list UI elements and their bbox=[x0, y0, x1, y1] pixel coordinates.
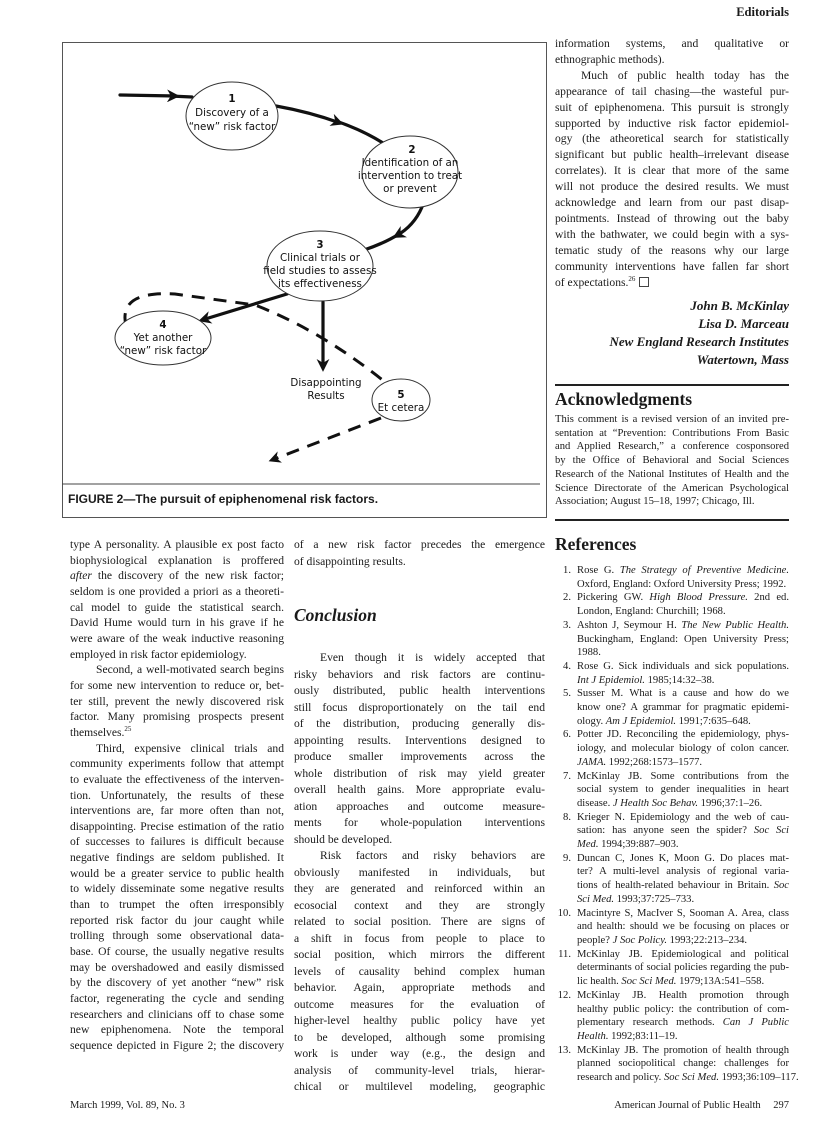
text-line: Science Directorate of the American Psychological bbox=[555, 482, 789, 494]
text-line: risky behaviors and risk factors are continu- bbox=[294, 667, 545, 681]
text-line bbox=[70, 725, 284, 741]
text-run: tions of health-related behaviour in Britain. bbox=[577, 880, 774, 892]
arrow-1-to-2 bbox=[276, 106, 340, 123]
node-1-label: “new” risk factor bbox=[188, 121, 276, 133]
text-line: chical or multilevel modeling, geographic bbox=[294, 1080, 545, 1093]
text-line: supported by inductive risk factor epidemiol- bbox=[555, 116, 789, 130]
text-run: ology. bbox=[577, 715, 606, 727]
italic-text: High Blood Pressure. bbox=[649, 592, 748, 604]
reference-number: 3. bbox=[563, 619, 571, 631]
reference-item bbox=[555, 591, 789, 618]
text-run: the discovery of the new risk factor; bbox=[91, 569, 284, 583]
text-line: information systems, and qualitative or bbox=[555, 37, 789, 50]
dashed-continuation-arrow bbox=[272, 418, 381, 460]
reference-item bbox=[555, 852, 789, 907]
text-line: higher-level healthy public policy have yet bbox=[294, 1014, 545, 1027]
text-line: suit of epiphenomena. This pursuit is strongly bbox=[555, 100, 789, 114]
text-line: community interventions have fallen far short bbox=[555, 259, 789, 273]
author-affiliation: New England Research Institutes bbox=[609, 334, 789, 349]
reference-number: 8. bbox=[563, 811, 571, 823]
text-line: pointments. Instead of throwing out the baby bbox=[555, 211, 789, 225]
text-line: of disappointing results. bbox=[294, 554, 406, 568]
text-line: of the distribution, producing generally dis- bbox=[294, 717, 545, 730]
text-line: factor, regenerating the cycle and sending bbox=[70, 992, 284, 1006]
node-2-number: 2 bbox=[408, 144, 416, 156]
italic-text: Health. bbox=[577, 1030, 609, 1042]
text-line: ecosocial context and they are strongly bbox=[294, 898, 545, 912]
text-run: 1996;37:1–26. bbox=[698, 797, 763, 809]
reference-item bbox=[555, 948, 789, 989]
text-line: trolling through some observational data- bbox=[70, 929, 284, 943]
text-line: seldom is one provided a priori as a theoreti- bbox=[70, 584, 284, 598]
node-4-number: 4 bbox=[159, 319, 167, 331]
reference-item bbox=[555, 660, 789, 687]
text-run: 1992;83:11–19. bbox=[608, 1030, 678, 1042]
text-line: than to trumpet the often irresponsibly bbox=[70, 898, 284, 912]
text-line: David Hume would turn in his grave if he bbox=[70, 616, 284, 630]
text-line: 1988. bbox=[577, 647, 601, 659]
text-line bbox=[577, 893, 789, 907]
text-line: Oxford, England: Oxford University Press; 1992. bbox=[577, 578, 787, 590]
text-line: factor. Many promising prospects present bbox=[70, 710, 284, 724]
text-line: base. Of course, the usually negative results bbox=[70, 945, 284, 959]
reference-item bbox=[555, 907, 789, 948]
node-1-label: Discovery of a bbox=[195, 107, 269, 119]
text-line: appearance of tail chasing—the wasteful pur- bbox=[555, 84, 789, 98]
middle-column-intro bbox=[294, 537, 545, 570]
divider bbox=[555, 384, 789, 386]
text-line: Association; August 15–18, 1997; Chicago, Ill. bbox=[555, 496, 755, 508]
text-line: for some new intervention to reduce or, bet- bbox=[70, 678, 284, 692]
text-line: disappointing. Precise estimation of the ratio bbox=[70, 819, 284, 833]
text-line: will not produce the desired results. We must bbox=[555, 180, 789, 194]
reference-item bbox=[555, 619, 789, 660]
text-line bbox=[577, 591, 789, 605]
reference-number: 2. bbox=[563, 592, 571, 604]
text-line: should be developed. bbox=[294, 832, 393, 846]
references-heading: References bbox=[555, 534, 637, 554]
text-line: researchers and clinicians off to chase some bbox=[70, 1007, 284, 1021]
outcome-label: Disappointing bbox=[290, 377, 362, 389]
text-line: and Applied Research,” a conference cosponsored bbox=[555, 441, 789, 453]
node-2-label: or prevent bbox=[383, 183, 437, 195]
node-4-label: Yet another bbox=[133, 332, 193, 344]
text-line bbox=[555, 275, 789, 291]
text-line: Macintyre S, MacIver S, Sooman A. Area, class bbox=[577, 907, 789, 919]
text-line: tion. Unfortunately, the results of these bbox=[70, 788, 284, 802]
text-line bbox=[577, 1071, 799, 1085]
conclusion-heading: Conclusion bbox=[294, 605, 377, 625]
right-column bbox=[555, 36, 789, 291]
text-line: still focus disproportionately on the tail end bbox=[294, 700, 545, 714]
text-line: and health: should we be focusing on places or bbox=[577, 921, 789, 933]
italic-text: after bbox=[70, 569, 92, 583]
italic-text: The Strategy of Preventive Medicine. bbox=[619, 565, 789, 576]
text-line: were aware of the weak inductive reasoning bbox=[70, 631, 284, 645]
text-line: social position, which mirrors the different bbox=[294, 948, 545, 961]
text-line: by the Office of Behavioral and Social Sciences bbox=[555, 455, 789, 467]
node-5-number: 5 bbox=[397, 389, 405, 401]
text-line: McKinlay JB. Epidemiological and political bbox=[577, 948, 789, 960]
references-list bbox=[555, 564, 799, 1085]
text-line: cal model to guide the statistical search. bbox=[70, 600, 284, 614]
entry-arrow-tail bbox=[170, 96, 192, 97]
text-line: whole distribution of risk may yield greater bbox=[294, 766, 545, 780]
text-line: ments for whole-population interventions bbox=[294, 816, 545, 829]
text-run: Ashton J, Seymour H. bbox=[577, 619, 682, 631]
reference-number: 13. bbox=[557, 1044, 571, 1056]
text-line bbox=[577, 715, 789, 729]
italic-text: Sci Med. bbox=[577, 893, 615, 905]
text-line: McKinlay JB. The promotion of health through bbox=[577, 1044, 789, 1056]
italic-text: Int J Epidemiol. bbox=[577, 674, 645, 686]
text-line: ter? A multi-level analysis of regional varia- bbox=[577, 866, 789, 878]
node-3-label: field studies to assess bbox=[263, 265, 377, 277]
divider bbox=[555, 519, 789, 521]
reference-number: 11. bbox=[558, 948, 571, 960]
text-line: This comment is a revised version of an invited pre- bbox=[555, 414, 789, 425]
text-line bbox=[577, 756, 789, 770]
text-line bbox=[577, 975, 789, 989]
italic-text: J Soc Policy. bbox=[612, 934, 668, 946]
arrow-1-to-2-tail bbox=[336, 121, 386, 145]
text-line: ously distributed, public health interventions bbox=[294, 684, 545, 697]
text-line: levels of causality behind complex human bbox=[294, 964, 545, 978]
text-line: ethnographic methods). bbox=[555, 52, 665, 66]
text-line: by the discovery of yet another “new” risk bbox=[70, 976, 284, 990]
arrow-2-to-3 bbox=[396, 207, 422, 236]
text-line: Third, expensive clinical trials and bbox=[96, 741, 284, 755]
text-line: would be a greater service to public health bbox=[70, 866, 284, 880]
text-line: Rose G. Sick individuals and sick populations. bbox=[577, 660, 789, 672]
text-line: employed in risk factor epidemiology. bbox=[70, 647, 247, 661]
text-line bbox=[577, 879, 789, 893]
text-line: know one? A grammar for pragmatic epidemi- bbox=[577, 702, 789, 714]
text-line bbox=[577, 838, 789, 852]
text-line: Buckingham, England: Open University Press; bbox=[577, 633, 789, 645]
citation-superscript: 25 bbox=[124, 724, 132, 733]
text-line: they are generated and reinforced within an bbox=[294, 882, 545, 895]
text-run: 1993;36:109–117. bbox=[718, 1072, 799, 1084]
node-3-number: 3 bbox=[316, 239, 324, 251]
text-line: Krieger N. Epidemiology and the web of cau- bbox=[577, 811, 789, 823]
text-line: tematic study of the reasons why our large bbox=[555, 243, 789, 257]
reference-number: 7. bbox=[563, 770, 571, 782]
text-line: obviously manifested in individuals, but bbox=[294, 865, 545, 879]
text-line: Much of public health today has the bbox=[581, 68, 789, 82]
text-line: interventions are, far more often than not, bbox=[70, 804, 284, 818]
text-line: a shift in focus from people to place to bbox=[294, 931, 545, 945]
text-line: appointing results. Interventions designed to bbox=[294, 733, 545, 747]
text-line: Duncan C, Jones K, Moon G. Do places mat- bbox=[577, 852, 789, 864]
text-run: 1979;13A:541–558. bbox=[676, 976, 765, 988]
text-run: Rose G. bbox=[577, 565, 620, 576]
node-5-label: Et cetera bbox=[377, 402, 425, 414]
node-3-label: its effectiveness bbox=[278, 278, 362, 290]
arrow-2-to-3-tail bbox=[364, 234, 399, 250]
node-2-label: Identification of an bbox=[361, 157, 459, 169]
italic-text: Soc Sci bbox=[753, 825, 790, 837]
text-line: significant but public health–irrelevant disease bbox=[555, 148, 789, 162]
text-line bbox=[577, 824, 789, 838]
author-name: Lisa D. Marceau bbox=[698, 316, 789, 331]
text-line: Research of the National Institutes of Health and the bbox=[555, 468, 789, 480]
text-line: Risk factors and risky behaviors are bbox=[320, 849, 545, 862]
reference-number: 9. bbox=[563, 852, 571, 864]
reference-number: 6. bbox=[563, 729, 571, 741]
text-line: determinants of social policies regarding the pub- bbox=[577, 962, 789, 974]
text-line: London, England: Churchill; 1968. bbox=[577, 606, 726, 618]
text-line: negative findings are seldom published. It bbox=[70, 851, 284, 865]
italic-text: Soc bbox=[773, 880, 789, 892]
italic-text: The New Public Health. bbox=[681, 619, 789, 631]
reference-item bbox=[555, 728, 789, 769]
text-run: themselves. bbox=[70, 725, 125, 739]
acknowledgments-heading: Acknowledgments bbox=[555, 389, 693, 409]
text-line: iology, and molecular biology of colon cancer. bbox=[577, 743, 789, 755]
text-run: disease. bbox=[577, 797, 613, 809]
running-head: Editorials bbox=[736, 5, 789, 19]
figure-caption: FIGURE 2—The pursuit of epiphenomenal risk factors. bbox=[68, 492, 379, 506]
text-line bbox=[577, 797, 789, 811]
text-line: ter still, prevent the newly discovered risk bbox=[70, 694, 284, 708]
text-line: analysis of community-level trials, hierar- bbox=[294, 1063, 545, 1077]
left-column bbox=[70, 537, 284, 1054]
text-run: people? bbox=[577, 934, 613, 946]
entry-arrow bbox=[120, 95, 176, 96]
issue-info: March 1999, Vol. 89, No. 3 bbox=[70, 1100, 185, 1111]
author-name: John B. McKinlay bbox=[690, 298, 789, 313]
text-run: plementary research methods. bbox=[577, 1017, 723, 1029]
italic-text: Soc Sci Med. bbox=[663, 1072, 719, 1084]
reference-item bbox=[555, 989, 789, 1044]
italic-text: J Health Soc Behav. bbox=[612, 797, 698, 809]
text-line bbox=[577, 674, 789, 688]
text-line: ation approaches and outcome measure- bbox=[294, 799, 545, 813]
text-line: overall health gains. More appropriate evalu- bbox=[294, 783, 545, 796]
text-line: work is under way (e.g., the design and bbox=[294, 1047, 545, 1060]
text-line: to evaluate the effectiveness of the interven- bbox=[70, 772, 284, 786]
reference-number: 10. bbox=[557, 907, 571, 919]
text-line: healthy public policy: the contribution of com- bbox=[577, 1003, 789, 1015]
node-1-number: 1 bbox=[228, 93, 236, 105]
text-line: acknowledge and learn from our past disap- bbox=[555, 196, 789, 210]
text-line: McKinlay JB. Health promotion through bbox=[577, 989, 789, 1001]
text-line: to be developed, although some promising bbox=[294, 1030, 545, 1044]
text-line: community experiments follow that attempt bbox=[70, 757, 284, 771]
text-line: to widely disseminate some negative results bbox=[70, 882, 284, 896]
text-line bbox=[577, 934, 789, 948]
text-line: with the bathwater, we could begin with a sys- bbox=[555, 227, 789, 241]
text-run: 1994;39:887–903. bbox=[598, 839, 679, 851]
text-line: related to social position. There are signs of bbox=[294, 915, 545, 928]
text-run: 1993;37:725–733. bbox=[614, 893, 695, 905]
reference-number: 5. bbox=[563, 688, 571, 700]
text-line: McKinlay JB. Some contributions from the bbox=[577, 770, 789, 782]
text-line: Susser M. What is a cause and how do we bbox=[577, 688, 789, 700]
italic-text: Can J Public bbox=[722, 1017, 789, 1029]
text-run: of expectations. bbox=[555, 275, 629, 289]
text-line: of a new risk factor precedes the emergence bbox=[294, 538, 545, 551]
text-line: sequence depicted in Figure 2; the discovery bbox=[70, 1039, 284, 1052]
reference-number: 4. bbox=[563, 660, 571, 672]
text-line: new epiphenomena. Note the temporal bbox=[70, 1023, 284, 1037]
text-line bbox=[577, 619, 789, 633]
node-2-label: intervention to treat bbox=[357, 170, 463, 182]
text-run: 2nd ed. bbox=[747, 592, 789, 604]
text-run: sation: has anyone seen the spider? bbox=[577, 825, 754, 837]
text-line: correlates). It is clear that more of the same bbox=[555, 164, 789, 178]
reference-number: 1. bbox=[563, 565, 571, 576]
reference-item bbox=[555, 1044, 799, 1085]
reference-item bbox=[555, 687, 789, 728]
text-line: behavior. Again, appropriate methods and bbox=[294, 981, 545, 994]
outcome-label: Results bbox=[307, 390, 345, 402]
middle-column bbox=[294, 650, 545, 1096]
text-line bbox=[577, 564, 789, 578]
text-line: outcome measures for the evaluation of bbox=[294, 997, 545, 1011]
node-4-label: “new” risk factor bbox=[119, 345, 207, 357]
reference-number: 12. bbox=[557, 989, 571, 1001]
page-number: 297 bbox=[773, 1100, 789, 1111]
text-line bbox=[577, 1030, 789, 1044]
text-line: social system to gender inequalities in heart bbox=[577, 784, 789, 796]
node-3-label: Clinical trials or bbox=[280, 252, 360, 264]
italic-text: JAMA. bbox=[577, 756, 607, 768]
author-block bbox=[609, 297, 789, 369]
text-run: lic health. bbox=[577, 976, 622, 988]
arrow-3-to-4 bbox=[202, 294, 287, 320]
text-run: research and policy. bbox=[577, 1072, 664, 1084]
text-line: Potter JD. Reconciling the epidemiology, phys- bbox=[577, 729, 789, 741]
author-location: Watertown, Mass bbox=[696, 352, 789, 367]
reference-item bbox=[555, 564, 789, 591]
text-run: 1985;14:32–38. bbox=[644, 674, 715, 686]
text-line: sentation at “Prevention: Contributions From Basic bbox=[555, 427, 789, 439]
end-of-article-icon bbox=[639, 277, 649, 287]
text-run: 1991;7:635–648. bbox=[676, 715, 751, 727]
acknowledgments-text bbox=[555, 413, 789, 509]
journal-name: American Journal of Public Health bbox=[614, 1100, 761, 1111]
text-run: 1993;22:213–234. bbox=[667, 934, 748, 946]
italic-text: Med. bbox=[577, 839, 599, 851]
text-line: type A personality. A plausible ex post facto bbox=[70, 538, 284, 551]
text-line: ogy (the atheoretical search for statistically bbox=[555, 132, 789, 146]
text-line: Even though it is widely accepted that bbox=[320, 651, 545, 664]
text-line: of successes to failures is difficult because bbox=[70, 835, 284, 849]
text-line: biophysiological explanation is proffered bbox=[70, 553, 284, 567]
citation-superscript: 26 bbox=[628, 274, 636, 283]
italic-text: Am J Epidemiol. bbox=[605, 715, 677, 727]
reference-item bbox=[555, 770, 789, 811]
text-line bbox=[70, 568, 284, 584]
text-line: Second, a well-motivated search begins bbox=[96, 663, 284, 677]
text-line: reported risk factor du jour caught while bbox=[70, 913, 284, 927]
text-run: 1992;268:1573–1577. bbox=[606, 756, 703, 768]
text-line: planned sociopolitical change: challenges for bbox=[577, 1058, 789, 1070]
reference-item bbox=[555, 811, 789, 852]
text-run: Pickering GW. bbox=[577, 592, 650, 604]
journal-footer bbox=[614, 1100, 789, 1111]
text-line: produce smaller improvements across the bbox=[294, 750, 545, 763]
text-line: may be overshadowed and easily dismissed bbox=[70, 960, 284, 974]
italic-text: Soc Sci Med. bbox=[621, 976, 677, 988]
text-line bbox=[577, 1016, 789, 1030]
